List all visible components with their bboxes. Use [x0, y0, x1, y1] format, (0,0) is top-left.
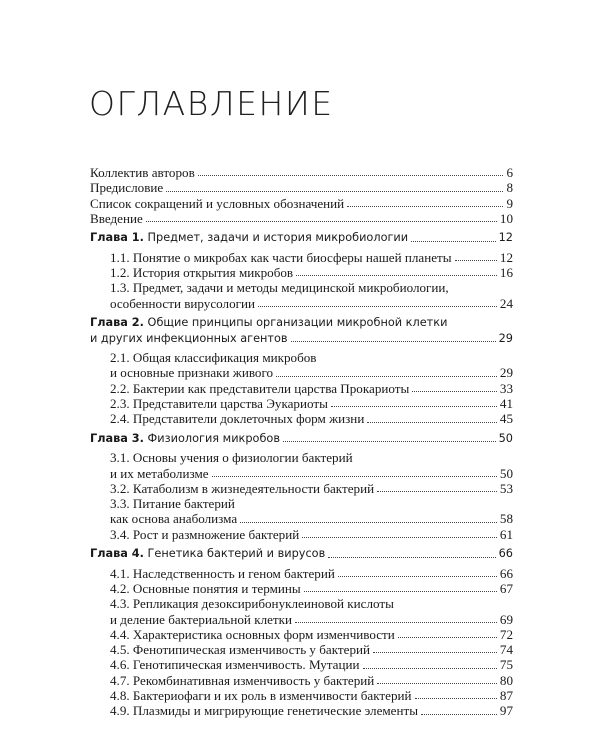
- toc-entry: [90, 211, 513, 226]
- page-number: 50: [498, 431, 513, 445]
- section-entry: [90, 642, 513, 657]
- section-title: 4.2. Основные понятия и термины: [110, 580, 301, 596]
- dot-leader: [212, 476, 497, 477]
- section-title: 4.7. Рекомбинативная изменчивость у бактерий: [110, 672, 375, 688]
- section-title: 2.3. Представители царства Эукариоты: [110, 396, 328, 412]
- dot-leader: [377, 491, 497, 492]
- chapter-title: Генетика бактерий и вирусов: [147, 547, 326, 561]
- section-entry: [90, 466, 513, 481]
- dot-leader: [276, 376, 497, 377]
- section-title: и их метаболизме: [110, 465, 209, 481]
- chapter-title: и других инфекционных агентов: [90, 331, 288, 345]
- section-entry: [90, 688, 513, 703]
- page-number: 24: [499, 295, 513, 311]
- dot-leader: [331, 406, 497, 407]
- section-entry: [90, 511, 513, 526]
- dot-leader: [415, 698, 497, 699]
- toc-entry: [90, 196, 513, 211]
- chapter-title-line: [90, 546, 325, 562]
- section-entry: [90, 350, 513, 365]
- section-title: 4.1. Наследственность и геном бактерий: [110, 565, 335, 581]
- section-title: 3.3. Питание бактерий: [110, 496, 235, 512]
- chapter-heading: [90, 546, 513, 562]
- page-number: 67: [499, 580, 513, 596]
- section-title: 4.5. Фенотипическая изменчивость у бактерий: [110, 642, 371, 658]
- chapter-title-line: [90, 230, 408, 246]
- page-number: 50: [499, 465, 513, 481]
- page-number: 58: [499, 511, 513, 527]
- dot-leader: [338, 576, 497, 577]
- dot-leader: [296, 275, 497, 276]
- section-entry: [90, 280, 513, 295]
- chapter-title-line: [90, 315, 447, 331]
- section-title: 2.1. Общая классификация микробов: [110, 350, 317, 366]
- entry-title: Коллектив авторов: [90, 165, 195, 180]
- page-number: 12: [498, 231, 513, 245]
- dot-leader: [347, 206, 503, 207]
- page-number: 87: [499, 687, 513, 703]
- section-title: и деление бактериальной клетки: [110, 611, 293, 627]
- section-title: 4.9. Плазмиды и мигрирующие генетические элементы: [110, 703, 419, 719]
- dot-leader: [198, 175, 504, 176]
- dot-leader: [412, 391, 497, 392]
- page-title: ОГЛАВЛЕНИЕ: [89, 84, 334, 123]
- chapter-title: Общие принципы организации микробной клетки: [147, 315, 448, 329]
- section-title: 1.2. История открытия микробов: [110, 265, 294, 281]
- section-title: 3.2. Катаболизм в жизнедеятельности бактерий: [110, 480, 375, 496]
- section-entry: [90, 450, 513, 465]
- page-number: 16: [499, 265, 513, 281]
- page-number: 75: [499, 657, 513, 673]
- section-entry: [90, 657, 513, 672]
- toc-entry: [90, 165, 513, 180]
- section-entry: [90, 612, 513, 627]
- chapter-title: Предмет, задачи и история микробиологии: [147, 231, 409, 245]
- chapter-title: Физиология микробов: [147, 431, 280, 445]
- page-number: 33: [499, 380, 513, 396]
- section-entry: [90, 527, 513, 542]
- section-entry: [90, 411, 513, 426]
- page-number: 72: [499, 626, 513, 642]
- page-number: 10: [499, 210, 513, 226]
- section-entry: [90, 396, 513, 411]
- table-of-contents: [90, 165, 513, 719]
- section-entry: [90, 496, 513, 511]
- section-entry: [90, 250, 513, 265]
- page-number: 45: [499, 411, 513, 427]
- dot-leader: [283, 441, 496, 442]
- chapter-title-line: [90, 331, 288, 347]
- dot-leader: [377, 683, 497, 684]
- dot-leader: [240, 522, 497, 523]
- dot-leader: [398, 637, 497, 638]
- page-number: 9: [506, 195, 513, 211]
- dot-leader: [166, 191, 503, 192]
- dot-leader: [373, 652, 497, 653]
- chapter-heading: [90, 230, 513, 246]
- section-title: 2.4. Представители доклеточных форм жизни: [110, 411, 365, 427]
- section-title: 3.4. Рост и размножение бактерий: [110, 526, 300, 542]
- section-entry: [90, 581, 513, 596]
- entry-title: Введение: [90, 210, 143, 226]
- page-number: 66: [499, 565, 513, 581]
- section-title: 2.2. Бактерии как представители царства Прокариоты: [110, 380, 410, 396]
- chapter-number: Глава 1.: [90, 231, 144, 245]
- dot-leader: [328, 557, 495, 558]
- section-title: 4.3. Репликация дезоксирибонуклеиновой кислоты: [110, 596, 394, 612]
- section-title: 1.3. Предмет, задачи и методы медицинской микробиологии,: [110, 280, 449, 296]
- toc-entry: [90, 180, 513, 195]
- dot-leader: [146, 221, 497, 222]
- section-title: 3.1. Основы учения о физиологии бактерий: [110, 450, 353, 466]
- section-title: 4.8. Бактериофаги и их роль в изменчивости бактерий: [110, 687, 412, 703]
- section-entry: [90, 703, 513, 718]
- page-number: 74: [499, 642, 513, 658]
- page-number: 41: [499, 396, 513, 412]
- section-entry: [90, 265, 513, 280]
- dot-leader: [258, 306, 497, 307]
- section-entry: [90, 481, 513, 496]
- page-number: 29: [499, 365, 513, 381]
- section-entry: [90, 627, 513, 642]
- chapter-heading: [90, 331, 513, 347]
- page-number: 80: [499, 672, 513, 688]
- chapter-title-line: [90, 431, 280, 447]
- section-title: как основа анаболизма: [110, 511, 238, 527]
- entry-title: Предисловие: [90, 180, 164, 196]
- section-entry: [90, 673, 513, 688]
- dot-leader: [421, 714, 497, 715]
- chapter-heading: [90, 315, 513, 331]
- page-number: 6: [506, 165, 513, 180]
- section-title: 1.1. Понятие о микробах как части биосферы нашей планеты: [110, 249, 452, 265]
- section-title: особенности вирусологии: [110, 295, 255, 311]
- section-title: 4.4. Характеристика основных форм изменчивости: [110, 626, 395, 642]
- section-entry: [90, 381, 513, 396]
- page-number: 61: [499, 526, 513, 542]
- dot-leader: [363, 668, 497, 669]
- page-number: 12: [499, 249, 513, 265]
- chapter-number: Глава 4.: [90, 547, 144, 561]
- page-number: 53: [499, 480, 513, 496]
- section-entry: [90, 566, 513, 581]
- chapter-number: Глава 3.: [90, 431, 144, 445]
- dot-leader: [295, 622, 497, 623]
- dot-leader: [291, 341, 496, 342]
- page-number: 29: [498, 331, 513, 345]
- dot-leader: [367, 422, 497, 423]
- page-number: 69: [499, 611, 513, 627]
- dot-leader: [304, 591, 497, 592]
- dot-leader: [411, 241, 496, 242]
- dot-leader: [455, 260, 497, 261]
- section-entry: [90, 596, 513, 611]
- page-number: 8: [506, 180, 513, 196]
- section-title: 4.6. Генотипическая изменчивость. Мутации: [110, 657, 360, 673]
- chapter-number: Глава 2.: [90, 315, 144, 329]
- chapter-heading: [90, 431, 513, 447]
- section-entry: [90, 296, 513, 311]
- page-number: 66: [498, 547, 513, 561]
- section-entry: [90, 365, 513, 380]
- entry-title: Список сокращений и условных обозначений: [90, 195, 345, 211]
- page-number: 97: [499, 703, 513, 719]
- dot-leader: [302, 537, 497, 538]
- section-title: и основные признаки живого: [110, 365, 274, 381]
